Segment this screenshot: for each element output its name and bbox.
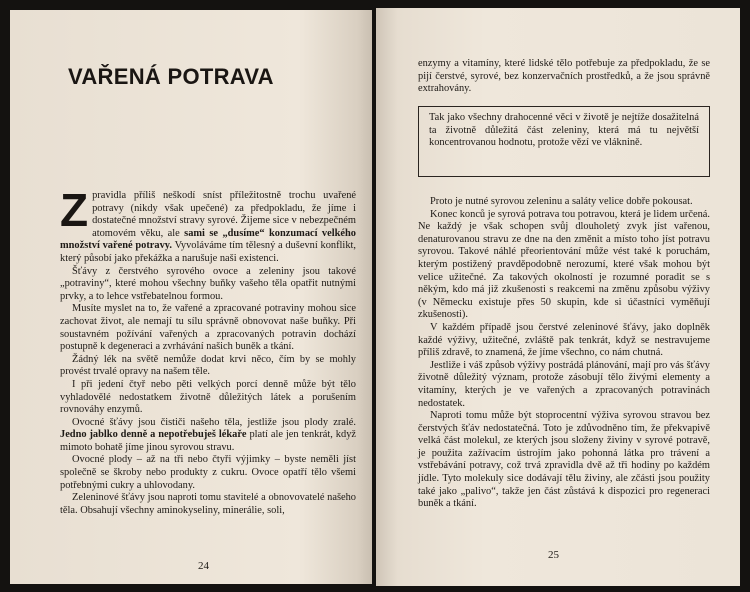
bold-phrase: Jedno jablko denně a nepotřebuješ lékaře	[60, 429, 247, 441]
right-top-text	[418, 58, 710, 96]
paragraph: Jestliže i váš způsob výživy postrádá plánování, mají pro vás šťávy životně důležitý význam, protože zásobují tělo živými elementy a vitamíny, kterých je ve vařených a zpracovaných potravinách nedostatek.	[418, 359, 710, 409]
paragraph: Šťávy z čerstvého syrového ovoce a zeleniny jsou takové „potraviny“, které mohou všechny buňky vašeho těla opatřit nutnými prvky, a to lehce vstřebatelnou formou.	[60, 265, 356, 302]
paragraph: I při jedení čtyř nebo pěti velkých porcí denně může být tělo vyhladovělé nedostatkem životně důležitých látek a porušením rovnováhy enzymů.	[60, 378, 356, 416]
paragraph: Zeleninové šťávy jsou naproti tomu stavitelé a obnovovatelé našeho těla. Obsahují všechny aminokyseliny, minerálie, soli,	[60, 492, 356, 516]
left-page	[10, 10, 372, 584]
drop-cap: Z	[60, 184, 89, 236]
paragraph: Ovocné plody – až na tři nebo čtyři výjimky – byste neměli jíst společně se škroby nebo produkty z cukru. Ovoce opatří tělo všemi potřebnými cukry a uhlovodany.	[60, 454, 356, 491]
right-page	[376, 8, 740, 586]
paragraph	[60, 417, 356, 455]
paragraph: Konec konců je syrová potrava tou potravou, která je lidem určená. Ne každý je však schopen svůj dlouholetý zvyk jíst vařenou, denaturovanou stravu ze dne na den změnit a místo toho jíst potravu syrovou. Takové náhlé přeorientování může vést také k poruchám, kterým postižený pravděpodobně nerozumí, které však mohou být velice užitečné. Za takových okolností je rozumné poradit se s někým, kdo má již zkušenosti s reakcemi na změnu způsobu výživy (v Německu existuje přes 50 skupin, kde si účastníci vyměňují zkušenosti).	[418, 208, 710, 321]
paragraph	[60, 184, 356, 266]
chapter-title: VAŘENÁ POTRAVA	[68, 64, 274, 89]
text-run: Ovocné šťávy jsou čističi našeho těla, jestliže jsou plody zralé.	[72, 416, 356, 428]
paragraph: V každém případě jsou čerstvé zeleninové šťávy, jako doplněk každé výživy, užitečné, zvláště pak tenkrát, když se nestravujeme příliš zdravě, to znamená, že jíme všechno, co nám chutná.	[418, 321, 710, 359]
page-number: 25	[548, 549, 559, 561]
paragraph: enzymy a vitamíny, které lidské tělo potřebuje za předpokladu, že se pijí čerstvé, syrové, bez konzervačních prostředků, a že jsou správně extrahovány.	[418, 58, 710, 95]
text-run: platí ale jen tenkrát, když mimoto bohatě jíme jinou syrovou stravu.	[60, 429, 356, 453]
box-text: Tak jako všechny drahocenné věci v životě je nejtíže dosažitelná ta životně důležitá část zeleniny, která má tu největší koncentrovanou hodnotu, protože vězí ve vláknině.	[429, 112, 699, 149]
left-text-column	[60, 184, 356, 517]
paragraph: Proto je nutné syrovou zeleninu a saláty velice dobře pokousat.	[430, 196, 693, 207]
paragraph: Naproti tomu může být stoprocentní výživa syrovou stravou bez čerstvých šťáv nedostatečná. Toto je zdůvodněno tím, že překvapivě velká část molekul, ze kterých jsou složeny živiny v syrové potravě, je použita zažívacím ústrojím jako pohonná látka pro trávení a vstřebávání potravy, což trvá zpravidla dvě až tři hodiny po každém jídle. Tyto molekuly sice dodávají tělu živiny, ale zčásti jsou použity také jako „palivo“, takže jen část zůstává k dispozici pro regeneraci buněk a tkání.	[418, 410, 710, 510]
text-run: pravidla příliš neškodí sníst příležitostně trochu uvařené potravy (nikdy však upečené) za předpokladu, že jíme i dostatečné množství stravy syrové. Žijeme sice v nebezpečném atomovém věku, ale	[92, 190, 356, 239]
highlight-box	[418, 106, 710, 177]
text-run: Vyvoláváme tím tělesný a duševní konflikt, který působí jako překážka a narušuje naši existenci.	[60, 240, 356, 264]
page-number: 24	[198, 560, 209, 572]
paragraph: Musíte myslet na to, že vařené a zpracované potraviny mohou sice zachovat život, ale nemají tu sílu správně obnovovat naše buňky. Při soustavném požívání vařených a zpracovaných potravin dochází postupně k degeneraci a zvrhávání našich buněk a tkání.	[60, 303, 356, 353]
paragraph: Žádný lék na světě nemůže dodat krvi něco, čím by se mohly provést trvalé opravy na našem těle.	[60, 353, 356, 378]
right-text-column	[418, 196, 710, 511]
bold-phrase: sami se „dusíme“ konzumací velkého množství vařené potravy.	[60, 227, 356, 252]
